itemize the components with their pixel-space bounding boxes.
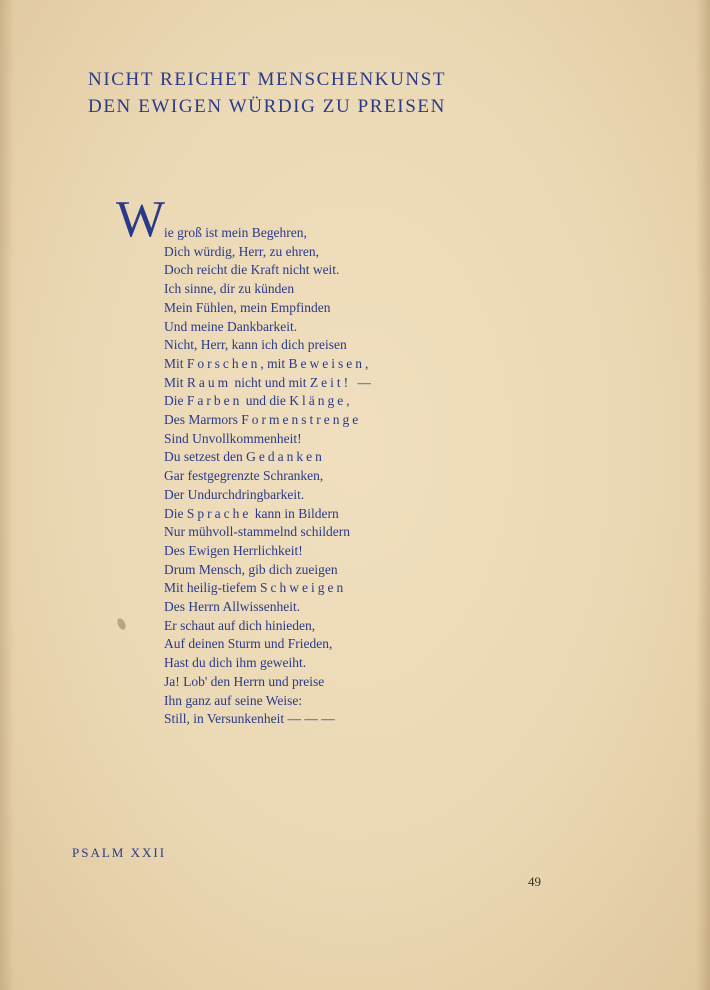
title-line-1: NICHT REICHET MENSCHENKUNST: [88, 69, 447, 90]
poem-line-8: Mit Forschen, mit Beweisen,: [164, 355, 369, 371]
poem-line-3: Doch reicht die Kraft nicht weit.: [164, 262, 340, 278]
poem-line-23: Auf deinen Sturm und Frieden,: [164, 636, 333, 652]
poem-line-27: Still, in Versunkenheit — — —: [164, 711, 335, 727]
poem-line-5: Mein Fühlen, mein Empfinden: [164, 299, 331, 315]
poem-line-9: Mit Raum nicht und mit Zeit! —: [164, 374, 375, 390]
poem-line-18: Des Ewigen Herrlichkeit!: [164, 542, 303, 558]
drop-cap-initial: W: [116, 191, 166, 248]
poem-line-16: Die Sprache kann in Bildern: [164, 505, 339, 521]
poem-line-13: Du setzest den Gedanken: [164, 449, 325, 465]
title-line-2: DEN EWIGEN WÜRDIG ZU PREISEN: [88, 96, 446, 117]
poem-line-4: Ich sinne, dir zu künden: [164, 281, 295, 297]
poem-line-21: Des Herrn Allwissenheit.: [164, 599, 301, 615]
poem-line-25: Ja! Lob' den Herrn und preise: [164, 673, 325, 689]
poem-line-10: Die Farben und die Klänge,: [164, 393, 350, 409]
poem: [116, 191, 584, 729]
page-title: [88, 66, 648, 120]
poem-line-2: Dich würdig, Herr, zu ehren,: [164, 243, 320, 259]
left-page-edge: [0, 0, 14, 990]
poem-line-12: Sind Unvollkommenheit!: [164, 430, 302, 446]
poem-line-24: Hast du dich ihm geweiht.: [164, 655, 307, 671]
poem-line-15: Der Undurchdringbarkeit.: [164, 486, 305, 502]
paper-stain: [116, 617, 127, 631]
right-page-edge: [696, 0, 710, 990]
poem-line-20: Mit heilig-tiefem Schweigen: [164, 580, 347, 596]
psalm-label: PSALM XXII: [72, 845, 167, 860]
poem-line-22: Er schaut auf dich hinieden,: [164, 617, 316, 633]
poem-line-1: ie groß ist mein Begehren,: [164, 225, 307, 240]
poem-line-7: Nicht, Herr, kann ich dich preisen: [164, 337, 347, 353]
page-number: 49: [528, 874, 541, 889]
poem-line-6: Und meine Dankbarkeit.: [164, 318, 298, 334]
poem-line-17: Nur mühvoll-stammelnd schildern: [164, 524, 350, 540]
poem-line-19: Drum Mensch, gib dich zueigen: [164, 561, 338, 577]
poem-line-26: Ihn ganz auf seine Weise:: [164, 692, 303, 708]
poem-line-11: Des Marmors Formenstrenge: [164, 412, 362, 428]
poem-line-14: Gar festgegrenzte Schranken,: [164, 468, 324, 484]
